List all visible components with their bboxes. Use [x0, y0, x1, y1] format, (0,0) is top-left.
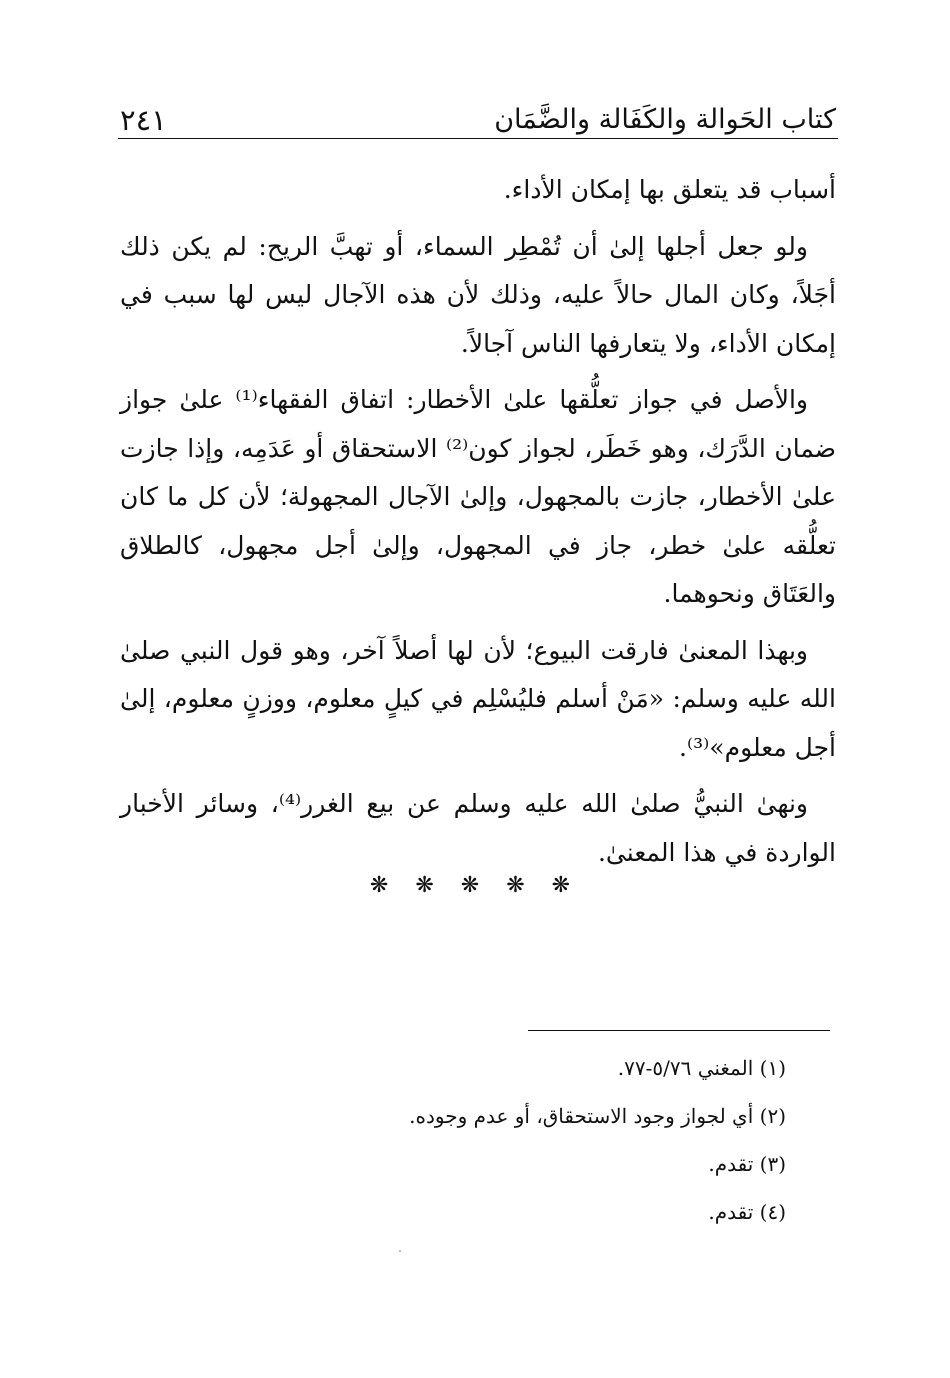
page-number: ٢٤١ — [120, 103, 167, 137]
scan-speck — [399, 1250, 401, 1252]
footnote: (٢) أي لجواز وجود الاستحقاق، أو عدم وجوده. — [409, 1104, 786, 1128]
footnote-rule — [528, 1030, 830, 1031]
paragraph: ولو جعل أجلها إلىٰ أن تُمْطِر السماء، أو تهبَّ الريح: لم يكن ذلك أجَلاً، وكان المال حالاً عليه، وذلك لأن هذه الآجال ليس لها سبب في إمكان الأداء، ولا يتعارفها الناس آجالاً. — [120, 231, 836, 358]
footnote: (٤) تقدم. — [708, 1200, 786, 1224]
header-rule — [118, 138, 838, 139]
paragraph: وبهذا المعنىٰ فارقت البيوع؛ لأن لها أصلاً آخر، وهو قول النبي صلىٰ الله عليه وسلم: «مَنْ أسلم فليُسْلِم في كيلٍ معلوم، ووزنٍ معلوم، إلىٰ أجل معلوم»⁽³⁾. — [120, 635, 836, 762]
running-title: كتاب الحَوالة والكَفَالة والضَّمَان — [494, 104, 836, 135]
footnotes — [120, 1044, 786, 1236]
paragraph: أسباب قد يتعلق بها إمكان الأداء. — [503, 175, 836, 204]
section-divider: ❋ ❋ ❋ ❋ ❋ — [369, 873, 581, 898]
paragraph: والأصل في جواز تعلُّقها علىٰ الأخطار: اتفاق الفقهاء⁽¹⁾ علىٰ جواز ضمان الدَّرَك، وهو خَطَر، لجواز كون⁽²⁾ الاستحقاق أو عَدَمِه، وإذا جازت علىٰ الأخطار، جازت بالمجهول، وإلىٰ الآجال المجهولة؛ لأن كل ما كان تعلُّقه علىٰ خطر، جاز في المجهول، وإلىٰ أجل مجهول، كالطلاق والعَتَاق ونحوهما. — [120, 385, 836, 608]
footnote: (١) المغني ٥/٧٦-٧٧. — [617, 1056, 786, 1080]
body-text — [120, 166, 836, 885]
paragraph: ونهىٰ النبيُّ صلىٰ الله عليه وسلم عن بيع الغرر⁽⁴⁾، وسائر الأخبار الواردة في هذا المعنىٰ. — [120, 789, 836, 867]
running-head — [120, 88, 836, 140]
footnote: (٣) تقدم. — [708, 1152, 786, 1176]
